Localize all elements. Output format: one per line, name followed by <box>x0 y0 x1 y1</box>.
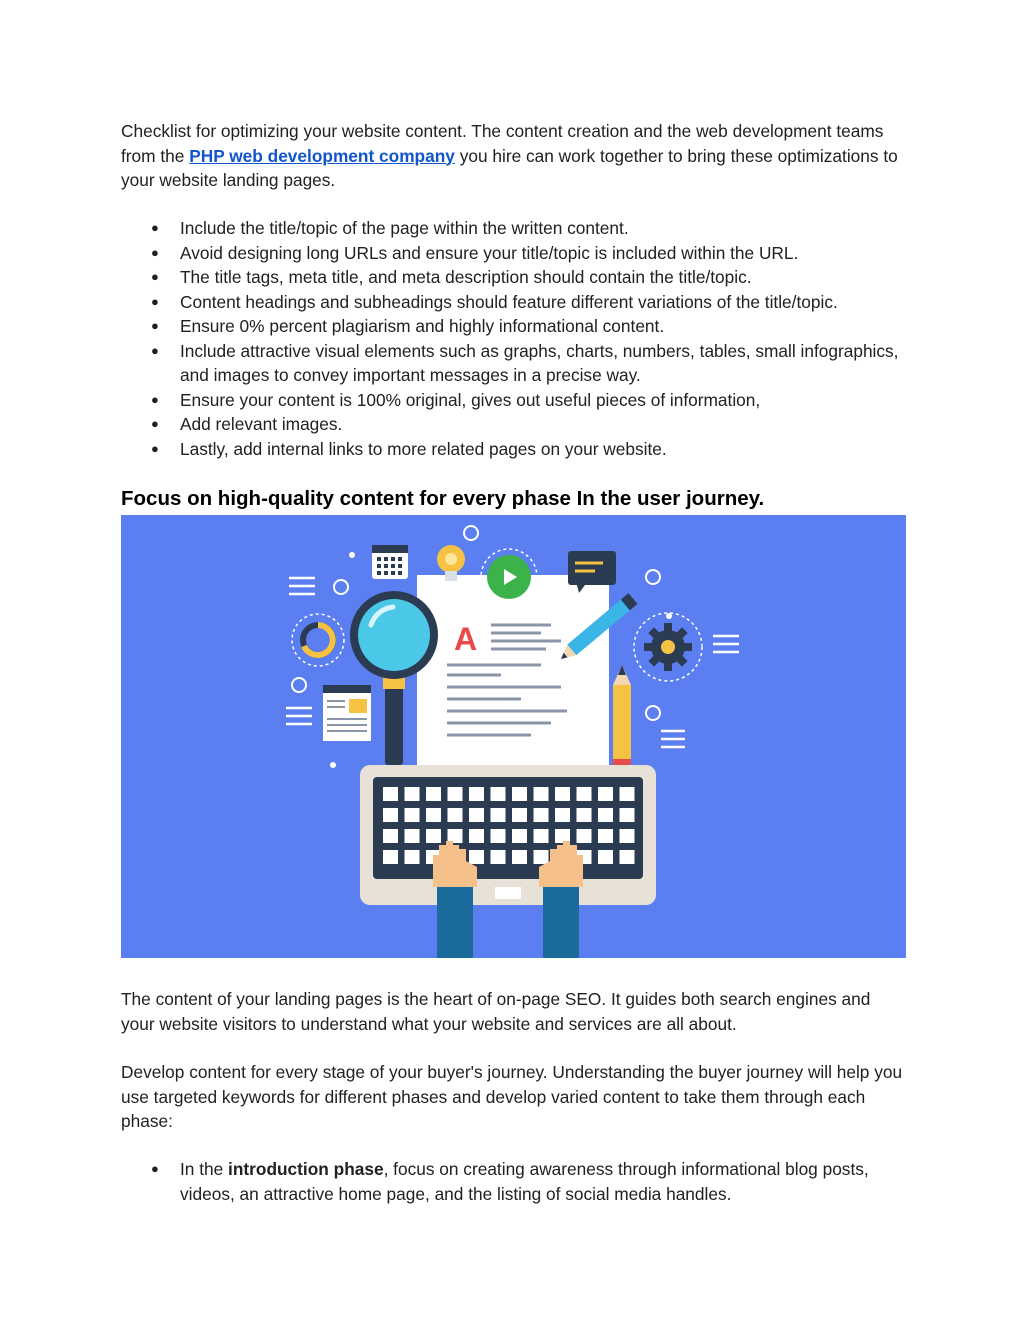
keyboard-key <box>598 787 613 801</box>
bullet-icon: ● <box>151 269 159 284</box>
keyboard-key <box>469 808 484 822</box>
bullet-icon: ● <box>151 220 159 235</box>
keyboard-key <box>534 829 549 843</box>
bullet-icon: ● <box>151 416 159 431</box>
paragraph-buyer-journey: Develop content for every stage of your buyer's journey. Understanding the buyer journey will help you use targeted keywords for different phases and develop varied content to take them through each phase: <box>121 1062 903 1131</box>
keyboard-key <box>426 787 441 801</box>
keyboard-key <box>491 829 506 843</box>
keyboard-key <box>491 808 506 822</box>
list-item: ● Include the title/topic of the page within the written content. <box>121 216 906 241</box>
keyboard-key <box>512 787 527 801</box>
keyboard-key <box>469 850 484 864</box>
php-web-development-company-link[interactable]: PHP web development company <box>189 145 455 166</box>
keyboard-key <box>534 808 549 822</box>
keyboard-key <box>405 787 420 801</box>
journey-phases-list <box>121 1157 906 1206</box>
keyboard-key <box>405 850 420 864</box>
keyboard-key <box>555 808 570 822</box>
keyboard-key <box>383 829 398 843</box>
keyboard-key <box>555 787 570 801</box>
paragraph-onpage-seo: The content of your landing pages is the heart of on-page SEO. It guides both search engines and your website visitors to understand what your website and services are all about. <box>121 989 871 1034</box>
content-seo-illustration <box>121 515 906 958</box>
intro-text-before: Checklist for optimizing your website content. The content creation and the web development teams from the <box>121 121 884 166</box>
keyboard-key <box>620 829 635 843</box>
bullet-icon: ● <box>151 318 159 333</box>
keyboard-key <box>426 829 441 843</box>
list-item: ● Add relevant images. <box>121 412 906 437</box>
keyboard-key <box>448 829 463 843</box>
bullet-icon: ● <box>151 244 159 260</box>
optimization-checklist <box>121 216 906 461</box>
bullet-icon: ● <box>151 293 159 309</box>
document-paper <box>417 575 609 775</box>
calendar-icon <box>372 545 408 579</box>
keyboard-key <box>512 808 527 822</box>
keyboard-key <box>620 808 635 822</box>
keyboard-key <box>577 787 592 801</box>
bullet-icon: ● <box>151 342 159 358</box>
keyboard-key <box>620 850 635 864</box>
gear-icon <box>634 613 702 681</box>
keyboard-key <box>383 850 398 864</box>
keyboard-key <box>534 850 549 864</box>
keyboard-key <box>555 829 570 843</box>
keyboard-key <box>469 829 484 843</box>
keyboard-key <box>512 829 527 843</box>
keyboard-key <box>383 787 398 801</box>
list-item: ● Ensure your content is 100% original, gives out useful pieces of information, <box>121 388 906 413</box>
laptop-keyboard <box>360 765 656 905</box>
keyboard-key <box>426 808 441 822</box>
bullet-icon: ● <box>151 1161 159 1176</box>
keyboard-key <box>448 808 463 822</box>
keyboard-key <box>405 808 420 822</box>
list-item: ● Include attractive visual elements such as graphs, charts, numbers, tables, small infographics, and images to convey important messages in a precise way. <box>151 340 899 385</box>
list-item: ● In the introduction phase, focus on creating awareness through informational blog posts, videos, an attractive home page, and the listing of social media handles. <box>151 1159 869 1204</box>
list-item: ● The title tags, meta title, and meta description should contain the title/topic. <box>121 265 906 290</box>
keyboard-key <box>620 787 635 801</box>
section-heading: Focus on high-quality content for every phase In the user journey. <box>121 487 765 510</box>
bullet-icon: ● <box>151 391 159 407</box>
news-card-icon <box>323 685 371 741</box>
keyboard-key <box>405 829 420 843</box>
keyboard-key <box>598 850 613 864</box>
keyboard-key <box>491 850 506 864</box>
keyboard-key <box>512 850 527 864</box>
intro-text-after: you hire can work together to bring these optimizations to your website landing pages. <box>121 145 898 190</box>
keyboard-key <box>598 808 613 822</box>
keyboard-key <box>491 787 506 801</box>
pencil-icon <box>613 665 631 769</box>
list-item: ● Avoid designing long URLs and ensure your title/topic is included within the URL. <box>121 241 906 266</box>
keyboard-key <box>577 808 592 822</box>
keyboard-key <box>448 787 463 801</box>
list-item: ● Lastly, add internal links to more related pages on your website. <box>121 437 906 462</box>
keyboard-key <box>383 808 398 822</box>
keyboard-key <box>534 787 549 801</box>
intro-paragraph <box>121 119 906 193</box>
keyboard-key <box>598 829 613 843</box>
list-item: ● Ensure 0% percent plagiarism and highly informational content. <box>121 314 906 339</box>
keyboard-key <box>577 829 592 843</box>
letter-a-glyph: A <box>454 621 478 657</box>
keyboard-key <box>469 787 484 801</box>
bullet-icon: ● <box>151 440 159 456</box>
list-item: ● Content headings and subheadings should feature different variations of the title/topic. <box>121 290 906 315</box>
phase-name: introduction phase <box>228 1159 384 1179</box>
